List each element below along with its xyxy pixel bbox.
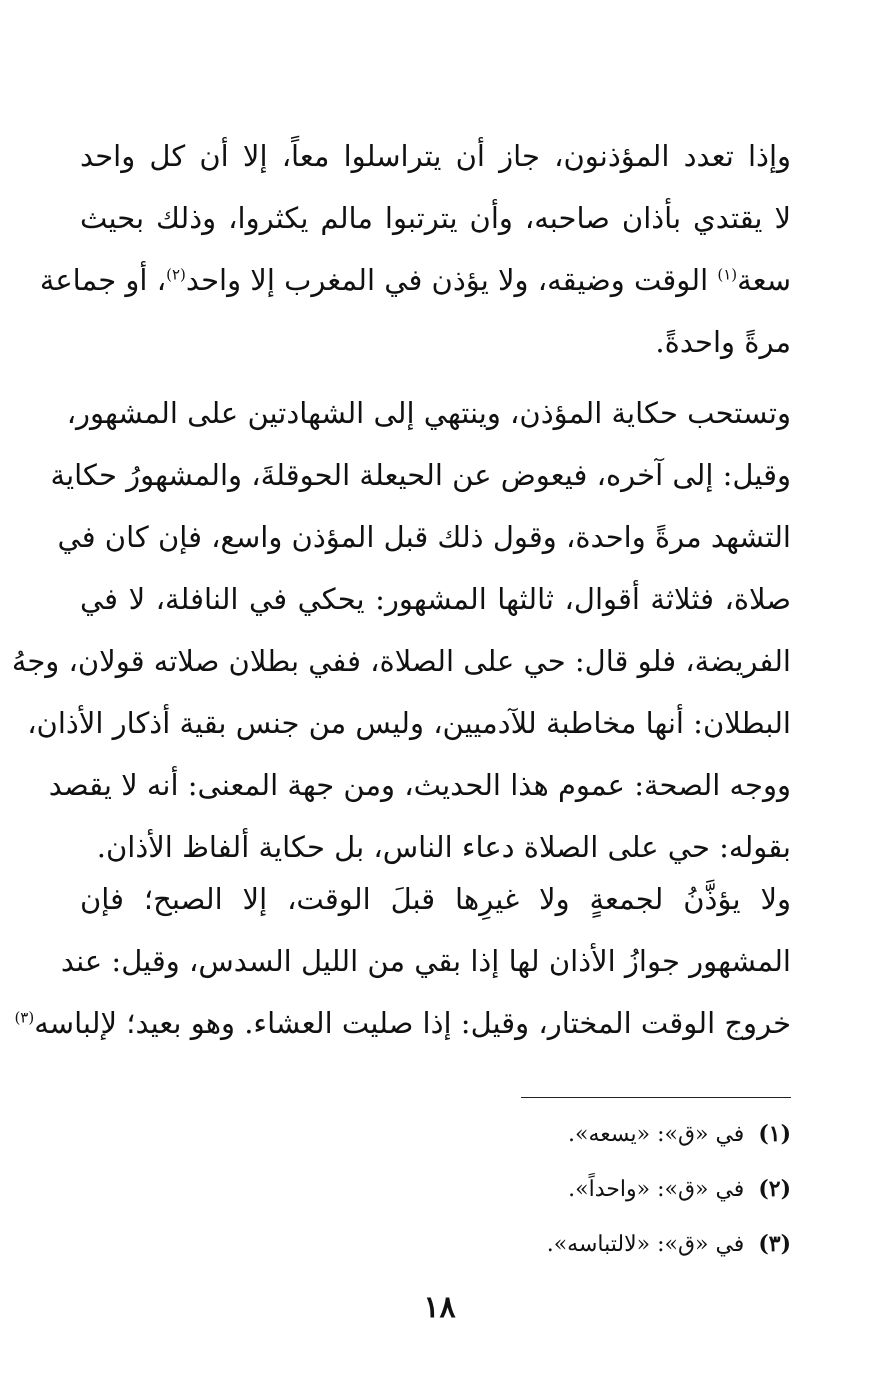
text-line: مرةً واحدةً. — [655, 325, 791, 359]
text-line: وتستحب حكاية المؤذن، وينتهي إلى الشهادتين على المشهور، — [66, 396, 791, 430]
paragraph-2 — [11, 382, 791, 878]
footnotes-list — [300, 1112, 791, 1277]
text-line: الفريضة، فلو قال: حي على الصلاة، ففي بطلان صلاته قولان، وجهُ — [11, 644, 791, 678]
footnote-item — [300, 1167, 791, 1222]
paragraph-1 — [39, 125, 791, 373]
text-line: صلاة، فثلاثة أقوال، ثالثها المشهور: يحكي في النافلة، لا في — [80, 582, 791, 616]
text-line: ولا يؤذَّنُ لجمعةٍ ولا غيرِها قبلَ الوقت، إلا الصبح؛ فإن — [80, 882, 791, 916]
text-line: لا يقتدي بأذان صاحبه، وأن يترتبوا مالم يكثروا، وذلك بحيث — [80, 201, 791, 235]
footnote-reference: (٢) — [166, 265, 186, 284]
footnote-separator — [521, 1097, 791, 1098]
text-line: بقوله: حي على الصلاة دعاء الناس، بل حكاية ألفاظ الأذان. — [96, 830, 791, 864]
text-line: المشهور جوازُ الأذان لها إذا بقي من الليل السدس، وقيل: عند — [60, 944, 791, 978]
text-line: وقيل: إلى آخره، فيعوض عن الحيعلة الحوقلةَ، والمشهورُ حكاية — [50, 458, 791, 492]
footnote-text: في «ق»: «يسعه». — [568, 1122, 745, 1147]
text-line: سعة$^{(١)}$ الوقت وضيقه، ولا يؤذن في المغرب إلا واحد$^{(٢)}$، أو جماعة — [39, 263, 791, 297]
footnote-number: (٢) — [758, 1176, 791, 1202]
footnote-item — [300, 1112, 791, 1167]
footnote-text: في «ق»: «لالتباسه». — [546, 1232, 745, 1257]
paragraph-3 — [14, 868, 791, 1054]
footnote-number: (١) — [758, 1121, 791, 1147]
text-line: البطلان: أنها مخاطبة للآدميين، وليس من جنس بقية أذكار الأذان، — [27, 706, 791, 740]
footnote-number: (٣) — [758, 1231, 791, 1257]
page-number: ١٨ — [423, 1290, 456, 1325]
text-line: وإذا تعدد المؤذنون، جاز أن يتراسلوا معاً، إلا أن كل واحد — [80, 139, 791, 173]
text-line: خروج الوقت المختار، وقيل: إذا صليت العشاء. وهو بعيد؛ لإلباسه$^{(٣)}$ — [14, 1006, 791, 1040]
text-line: التشهد مرةً واحدة، وقول ذلك قبل المؤذن واسع، فإن كان في — [57, 520, 791, 554]
footnote-reference: (١) — [717, 265, 738, 284]
footnote-item — [300, 1222, 791, 1277]
footnote-text: في «ق»: «واحداً». — [568, 1177, 745, 1202]
text-line: ووجه الصحة: عموم هذا الحديث، ومن جهة المعنى: أنه لا يقصد — [48, 768, 791, 802]
footnote-reference: (٣) — [14, 1008, 35, 1027]
